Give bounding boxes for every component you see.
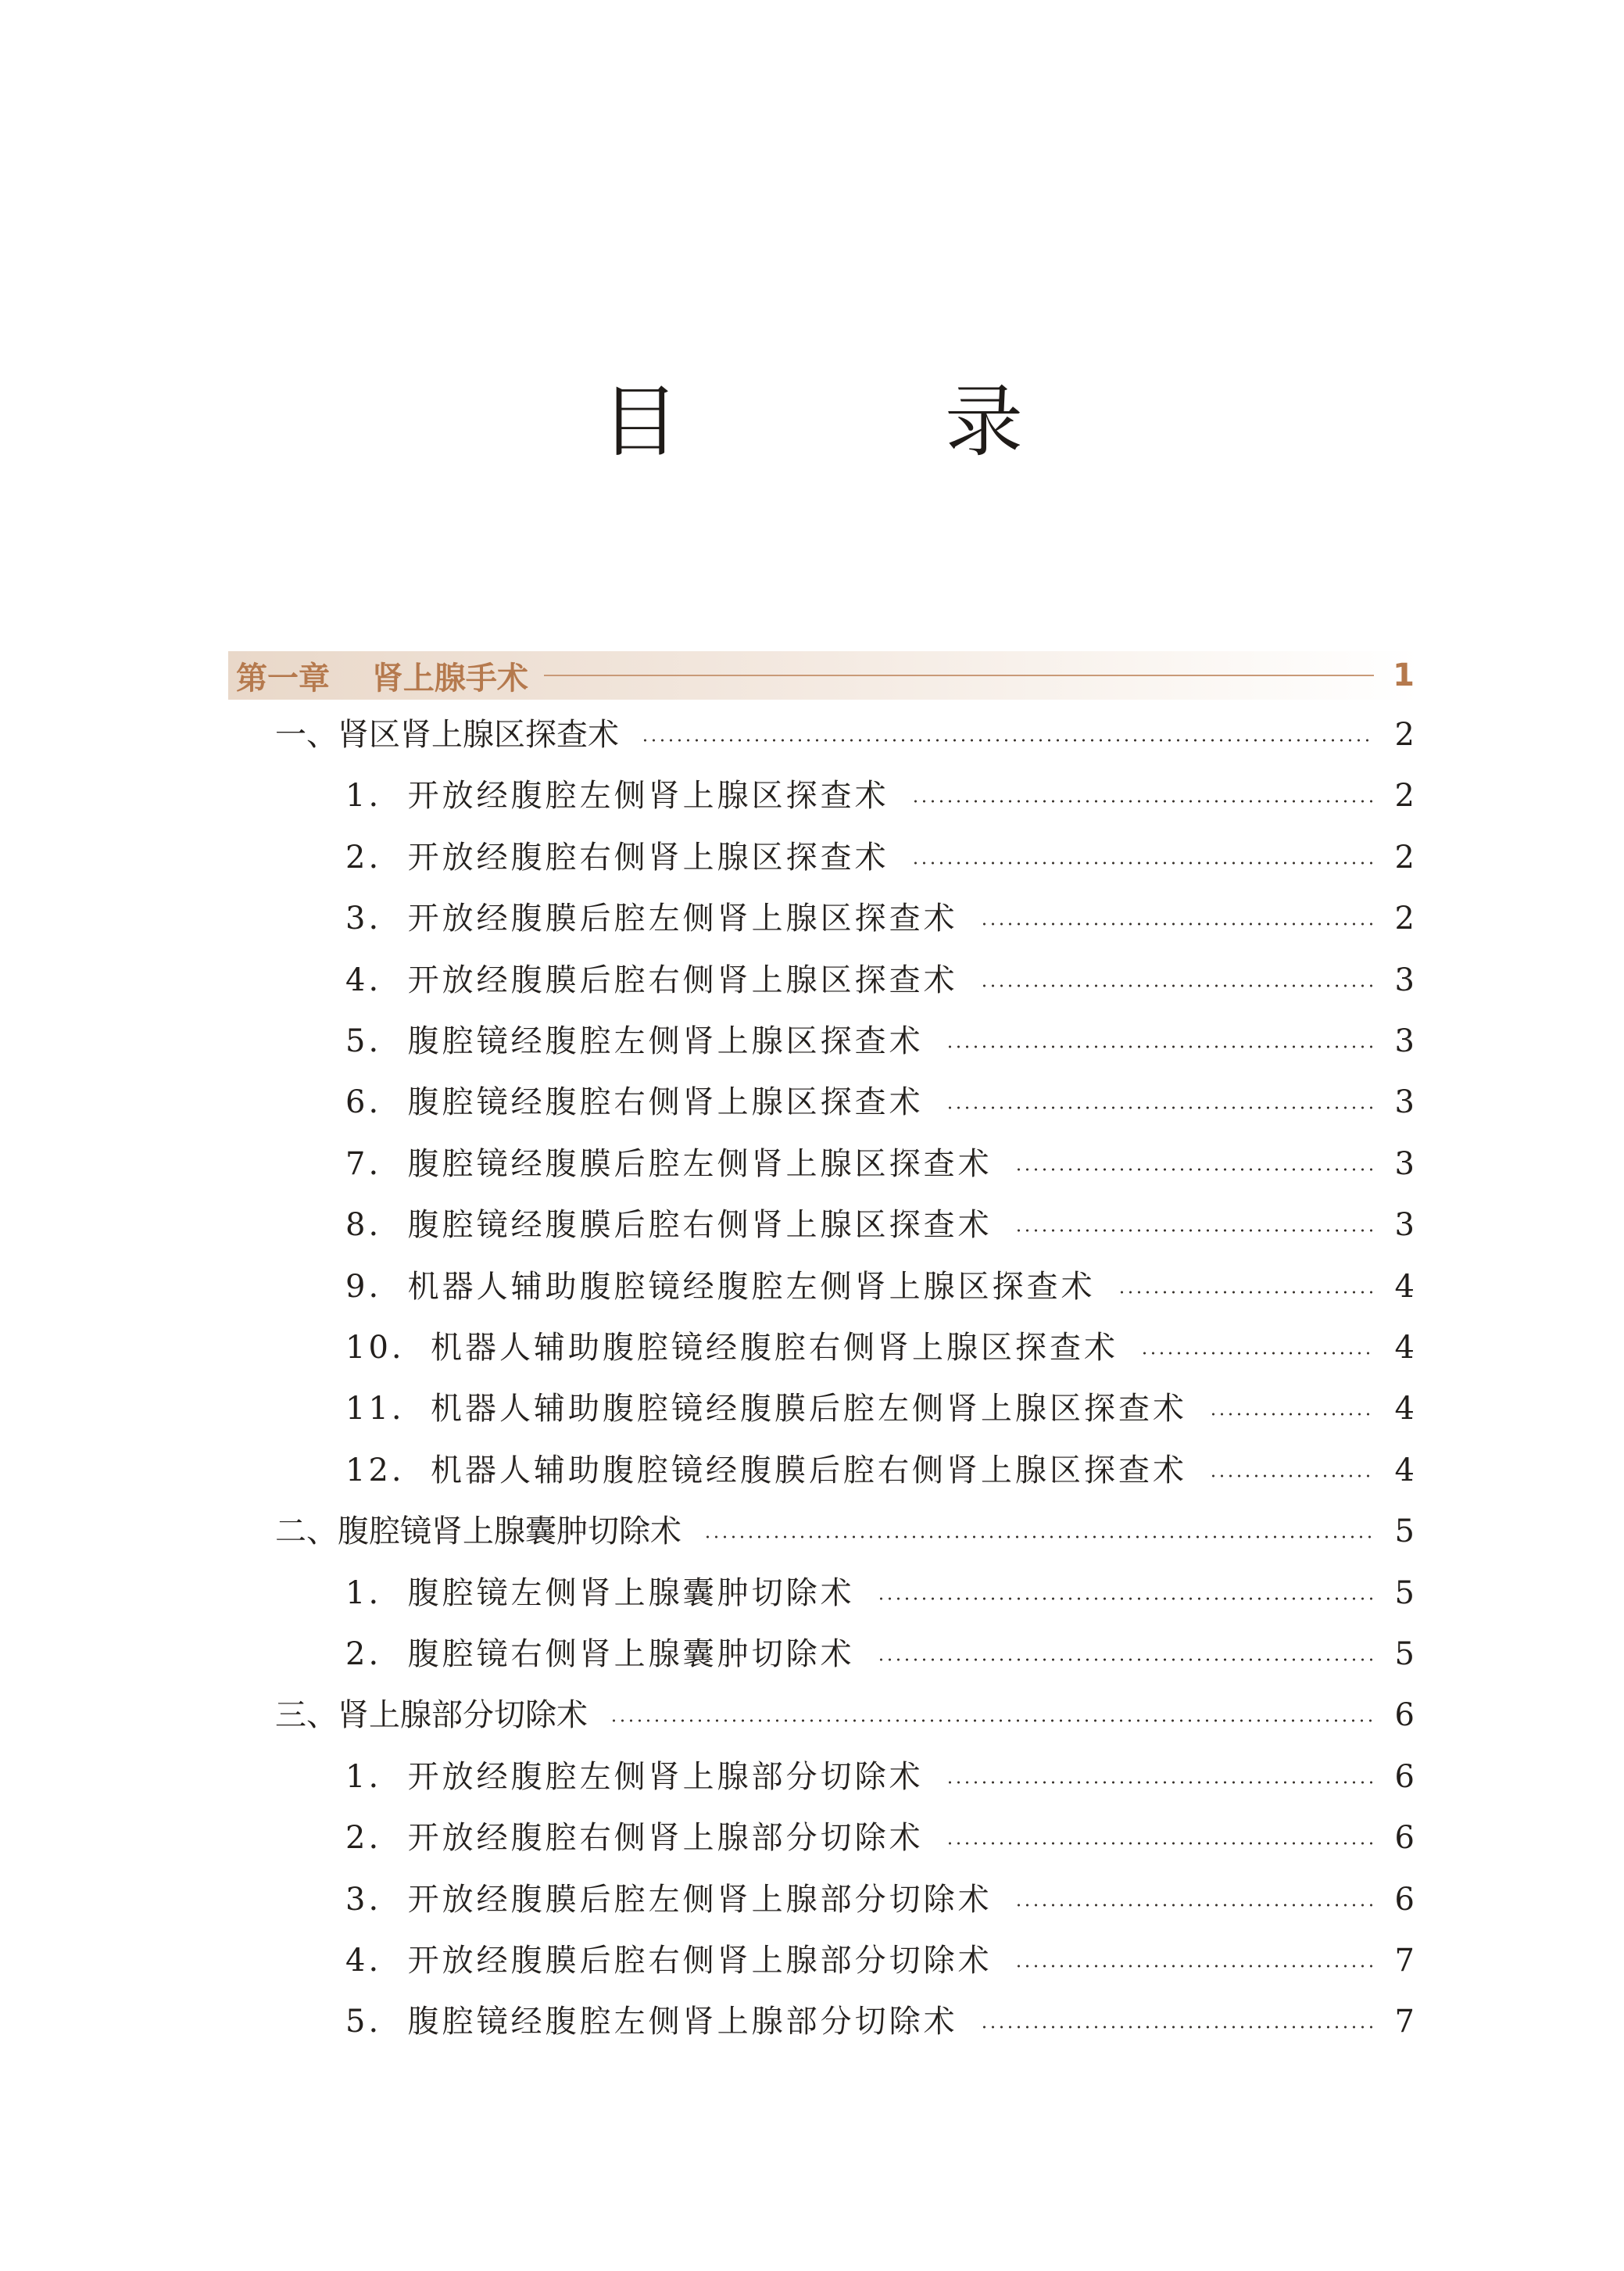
- toc-label: 1. 开放经腹腔左侧肾上腺部分切除术: [345, 1759, 924, 1795]
- toc-page-number: 6: [1394, 1820, 1415, 1856]
- toc-entry[interactable]: [345, 1202, 1415, 1248]
- toc-entry[interactable]: [345, 1998, 1415, 2045]
- toc-label: 10. 机器人辅助腹腔镜经腹腔右侧肾上腺区探查术: [345, 1330, 1119, 1366]
- toc-leader-dots: [1118, 1291, 1373, 1294]
- toc-label: 2. 腹腔镜右侧肾上腺囊肿切除术: [345, 1636, 855, 1672]
- toc-label: 2. 开放经腹腔右侧肾上腺区探查术: [345, 840, 889, 876]
- toc-leader-dots: [610, 1719, 1373, 1722]
- toc-entry[interactable]: [345, 1263, 1415, 1310]
- toc-entry[interactable]: [345, 1753, 1415, 1800]
- toc-leader-dots: [703, 1535, 1373, 1538]
- toc-leader-dots: [1014, 1229, 1373, 1232]
- toc-entry[interactable]: [345, 834, 1415, 881]
- toc-label: 12. 机器人辅助腹腔镜经腹膜后腔右侧肾上腺区探查术: [345, 1453, 1188, 1488]
- chapter-page-number: 1: [1393, 657, 1415, 693]
- toc-page-number: 5: [1394, 1575, 1415, 1611]
- toc-label: 7. 腹腔镜经腹膜后腔左侧肾上腺区探查术: [345, 1146, 993, 1182]
- toc-label: 6. 腹腔镜经腹腔右侧肾上腺区探查术: [345, 1084, 924, 1120]
- toc-entry[interactable]: [345, 1876, 1415, 1923]
- toc-leader-dots: [1014, 1168, 1373, 1171]
- toc-page-number: 4: [1394, 1269, 1415, 1305]
- toc-entry[interactable]: [345, 1937, 1415, 1984]
- toc-entry[interactable]: [345, 1324, 1415, 1371]
- toc-leader-dots: [1209, 1474, 1373, 1478]
- toc-leader-dots: [1209, 1413, 1373, 1416]
- toc-entry[interactable]: [345, 1141, 1415, 1187]
- toc-leader-dots: [911, 800, 1373, 803]
- toc-label: 5. 腹腔镜经腹腔左侧肾上腺区探查术: [345, 1023, 924, 1059]
- toc-entry[interactable]: [345, 957, 1415, 1004]
- toc-label: 1. 开放经腹腔左侧肾上腺区探查术: [345, 778, 889, 814]
- toc-section[interactable]: [275, 1692, 1415, 1739]
- toc-page-number: 3: [1394, 1084, 1415, 1120]
- toc-page-number: 2: [1394, 901, 1415, 937]
- toc-label: 8. 腹腔镜经腹膜后腔右侧肾上腺区探查术: [345, 1207, 993, 1243]
- toc-page-number: 6: [1394, 1697, 1415, 1733]
- toc-leader-dots: [980, 2026, 1373, 2029]
- toc-leader-dots: [911, 861, 1373, 865]
- toc-leader-dots: [946, 1045, 1373, 1048]
- toc-page-number: 7: [1394, 2004, 1415, 2040]
- chapter-rule: [544, 675, 1374, 676]
- toc-label: 1. 腹腔镜左侧肾上腺囊肿切除术: [345, 1575, 855, 1611]
- toc-label: 11. 机器人辅助腹腔镜经腹膜后腔左侧肾上腺区探查术: [345, 1391, 1188, 1427]
- toc-entry[interactable]: [345, 1079, 1415, 1126]
- toc-page-number: 4: [1394, 1391, 1415, 1427]
- toc-page-number: 5: [1394, 1513, 1415, 1549]
- toc-leader-dots: [1014, 1965, 1373, 1968]
- toc-label: 一、肾区肾上腺区探查术: [275, 717, 619, 753]
- toc-label: 4. 开放经腹膜后腔右侧肾上腺区探查术: [345, 962, 958, 998]
- toc-leader-dots: [946, 1106, 1373, 1109]
- toc-leader-dots: [877, 1597, 1373, 1600]
- toc-label: 二、腹腔镜肾上腺囊肿切除术: [275, 1513, 681, 1549]
- toc-leader-dots: [641, 739, 1373, 742]
- toc-leader-dots: [946, 1842, 1373, 1845]
- toc-page-number: 2: [1394, 840, 1415, 876]
- toc-label: 3. 开放经腹膜后腔左侧肾上腺区探查术: [345, 901, 958, 937]
- toc-page-number: 2: [1394, 717, 1415, 753]
- toc-entry[interactable]: [345, 1447, 1415, 1494]
- toc-leader-dots: [946, 1781, 1373, 1784]
- page-title: 目 录: [601, 376, 1117, 467]
- toc-entry[interactable]: [345, 1631, 1415, 1678]
- toc-entry[interactable]: [345, 895, 1415, 942]
- toc-leader-dots: [1014, 1904, 1373, 1907]
- toc-leader-dots: [877, 1658, 1373, 1661]
- toc-leader-dots: [1140, 1352, 1373, 1355]
- chapter-label: 第一章 肾上腺手术: [236, 660, 528, 697]
- toc-page-number: 3: [1394, 1207, 1415, 1243]
- toc-label: 2. 开放经腹腔右侧肾上腺部分切除术: [345, 1820, 924, 1856]
- toc-page-number: 6: [1394, 1882, 1415, 1918]
- toc-label: 9. 机器人辅助腹腔镜经腹腔左侧肾上腺区探查术: [345, 1269, 1096, 1305]
- toc-entry[interactable]: [345, 772, 1415, 819]
- toc-section[interactable]: [275, 1508, 1415, 1555]
- toc-section[interactable]: [275, 711, 1415, 758]
- toc-entry[interactable]: [345, 1570, 1415, 1617]
- toc-entry[interactable]: [345, 1814, 1415, 1861]
- toc-page-number: 2: [1394, 778, 1415, 814]
- toc-page-number: 4: [1394, 1330, 1415, 1366]
- toc-page-number: 5: [1394, 1636, 1415, 1672]
- toc-label: 5. 腹腔镜经腹腔左侧肾上腺部分切除术: [345, 2004, 958, 2040]
- toc-page-number: 3: [1394, 962, 1415, 998]
- toc-label: 3. 开放经腹膜后腔左侧肾上腺部分切除术: [345, 1882, 993, 1918]
- toc-leader-dots: [980, 922, 1373, 926]
- toc-page-number: 3: [1394, 1023, 1415, 1059]
- toc-page-number: 6: [1394, 1759, 1415, 1795]
- toc-page-number: 4: [1394, 1453, 1415, 1488]
- chapter-heading[interactable]: [236, 651, 1415, 700]
- toc-entry[interactable]: [345, 1018, 1415, 1065]
- toc-label: 4. 开放经腹膜后腔右侧肾上腺部分切除术: [345, 1943, 993, 1979]
- toc-leader-dots: [980, 984, 1373, 987]
- toc-label: 三、肾上腺部分切除术: [275, 1697, 588, 1733]
- toc-page-number: 3: [1394, 1146, 1415, 1182]
- toc-page-number: 7: [1394, 1943, 1415, 1979]
- toc-entry[interactable]: [345, 1385, 1415, 1432]
